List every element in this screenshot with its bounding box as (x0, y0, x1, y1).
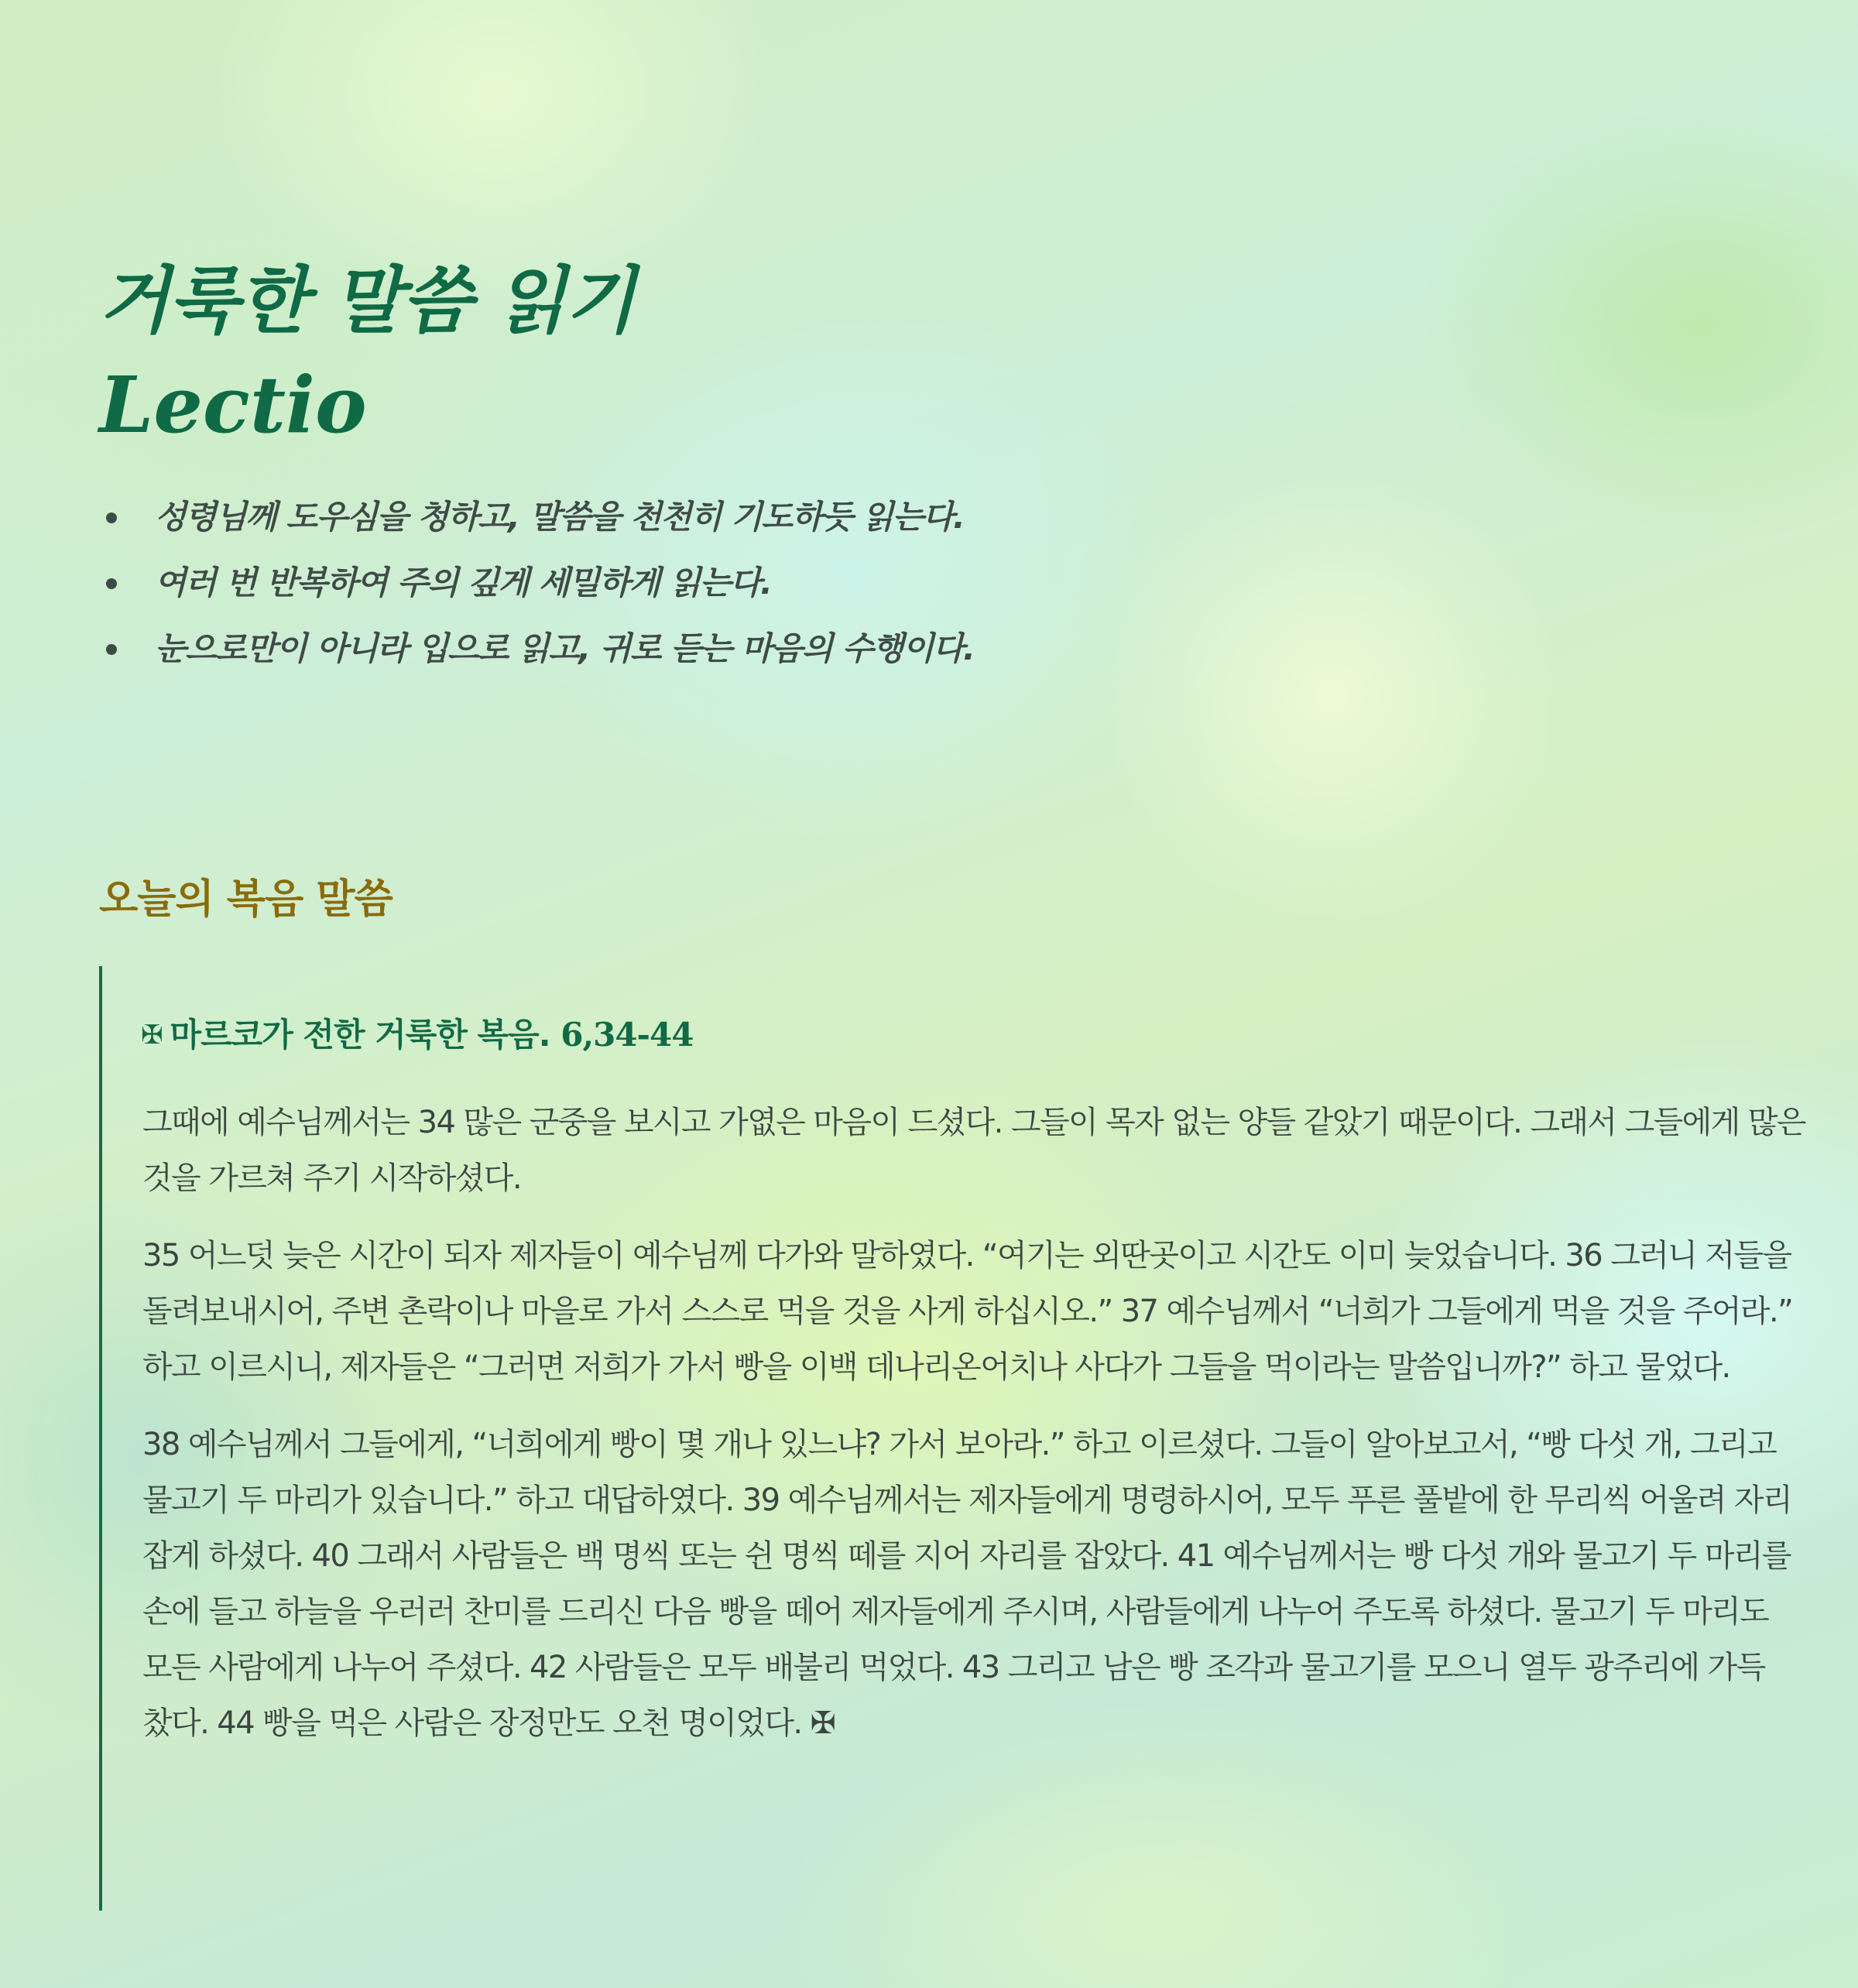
bullet-icon (106, 578, 117, 589)
guideline-item (99, 555, 975, 621)
bullet-icon (106, 512, 117, 523)
guideline-text: 여러 번 반복하여 주의 깊게 세밀하게 읽는다. (155, 564, 772, 602)
guideline-item (99, 489, 975, 555)
guideline-text: 성령님께 도우심을 청하고, 말씀을 천천히 기도하듯 읽는다. (155, 498, 965, 536)
gospel-reference-label: 마르코가 전한 거룩한 복음. (170, 1016, 550, 1054)
gospel-text (142, 1095, 1821, 1773)
guideline-item (99, 621, 975, 687)
bullet-icon (106, 644, 117, 655)
gospel-blockquote (99, 966, 1805, 1911)
gospel-reference-number: 6,34-44 (560, 1016, 694, 1054)
guideline-list (99, 489, 975, 687)
gospel-paragraph: 그때에 예수님께서는 34 많은 군중을 보시고 가엾은 마음이 드셨다. 그들이 목자 없는 양들 같았기 때문이다. 그래서 그들에게 많은 것을 가르쳐 주기 시작하셨다. (142, 1105, 1805, 1196)
page-title-korean: 거룩한 말씀 읽기 (99, 259, 636, 344)
gospel-reference (141, 1008, 693, 1062)
cross-icon: ✠ (141, 1020, 163, 1051)
gospel-paragraph: 35 어느덧 늦은 시간이 되자 제자들이 예수님께 다가와 말하였다. “여기는 외딴곳이고 시간도 이미 늦었습니다. 36 그러니 저들을 돌려보내시어, 주변 촌락이나 마을로 가서 스스로 먹을 것을 사게 하십시오.” 37 예수님께서 “너희가 그들에게 먹을 것을 주어라.” 하고 이르시니, 제자들은 “그러면 저희가 가서 빵을 이백 데나리온어치나 사다가 그들을 먹이라는 말씀입니까?” 하고 물었다. (142, 1238, 1793, 1385)
gospel-section-title: 오늘의 복음 말씀 (99, 876, 393, 923)
guideline-text: 눈으로만이 아니라 입으로 읽고, 귀로 듣는 마음의 수행이다. (155, 629, 975, 667)
page-title-latin: Lectio (99, 359, 367, 451)
gospel-paragraph: 38 예수님께서 그들에게, “너희에게 빵이 몇 개나 있느냐? 가서 보아라.” 하고 이르셨다. 그들이 알아보고서, “빵 다섯 개, 그리고 물고기 두 마리가 있습니다.” 하고 대답하였다. 39 예수님께서는 제자들에게 명령하시어, 모두 푸른 풀밭에 한 무리씩 어울려 자리 잡게 하셨다. 40 그래서 사람들은 백 명씩 또는 쉰 명씩 떼를 지어 자리를 잡았다. 41 예수님께서는 빵 다섯 개와 물고기 두 마리를 손에 들고 하늘을 우러러 찬미를 드리신 다음 빵을 떼어 제자들에게 주시며, 사람들에게 나누어 주도록 하셨다. 물고기 두 마리도 모든 사람에게 나누어 주셨다. 42 사람들은 모두 배불리 먹었다. 43 그리고 남은 빵 조각과 물고기를 모으니 열두 광주리에 가득 찼다. 44 빵을 먹은 사람은 장정만도 오천 명이었다. ✠ (142, 1427, 1792, 1741)
